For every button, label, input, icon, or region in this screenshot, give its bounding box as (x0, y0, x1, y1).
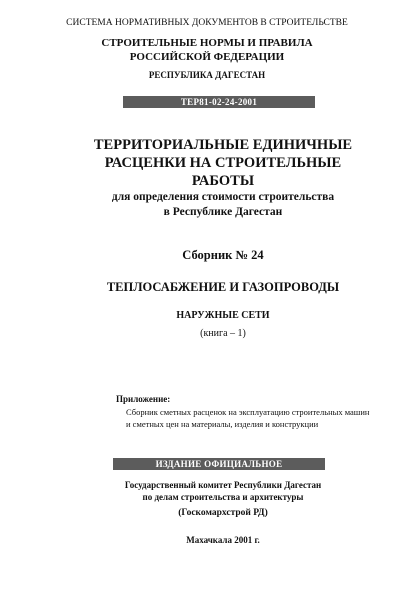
appendix-line-2: и сметных цен на материалы, изделия и конструкции (126, 419, 319, 429)
title-line-5: в Республике Дагестан (163, 206, 283, 218)
norms-line-1: СТРОИТЕЛЬНЫЕ НОРМЫ И ПРАВИЛА (101, 37, 313, 49)
system-title: СИСТЕМА НОРМАТИВНЫХ ДОКУМЕНТОВ В СТРОИТЕЛЬСТВЕ (66, 18, 348, 28)
publisher-line-1: Государственный комитет Республики Дагестан (124, 480, 322, 490)
city-year: Махачкала 2001 г. (186, 535, 260, 545)
publisher-line-3: (Госкомархстрой РД) (178, 508, 268, 518)
title-line-4: для определения стоимости строительства (111, 191, 335, 203)
document-code-band: ТЕР81-02-24-2001 (123, 96, 315, 108)
republic-label: РЕСПУБЛИКА ДАГЕСТАН (148, 70, 266, 80)
collection-section: НАРУЖНЫЕ СЕТИ (176, 310, 270, 321)
appendix-line-1: Сборник сметных расценок на эксплуатацию строительных машин (126, 407, 370, 417)
collection-book: (книга – 1) (200, 328, 246, 339)
appendix-label: Приложение: (116, 394, 171, 404)
title-line-2: РАСЦЕНКИ НА СТРОИТЕЛЬНЫЕ (104, 155, 342, 171)
official-edition-band: ИЗДАНИЕ ОФИЦИАЛЬНОЕ (113, 458, 325, 470)
title-line-3: РАБОТЫ (191, 173, 255, 189)
collection-name: ТЕПЛОСАБЖЕНИЕ И ГАЗОПРОВОДЫ (106, 280, 340, 294)
title-line-1: ТЕРРИТОРИАЛЬНЫЕ ЕДИНИЧНЫЕ (93, 137, 353, 153)
norms-line-2: РОССИЙСКОЙ ФЕДЕРАЦИИ (129, 51, 285, 63)
collection-number: Сборник № 24 (182, 248, 264, 262)
publisher-line-2: по делам строительства и архитектуры (142, 492, 304, 502)
